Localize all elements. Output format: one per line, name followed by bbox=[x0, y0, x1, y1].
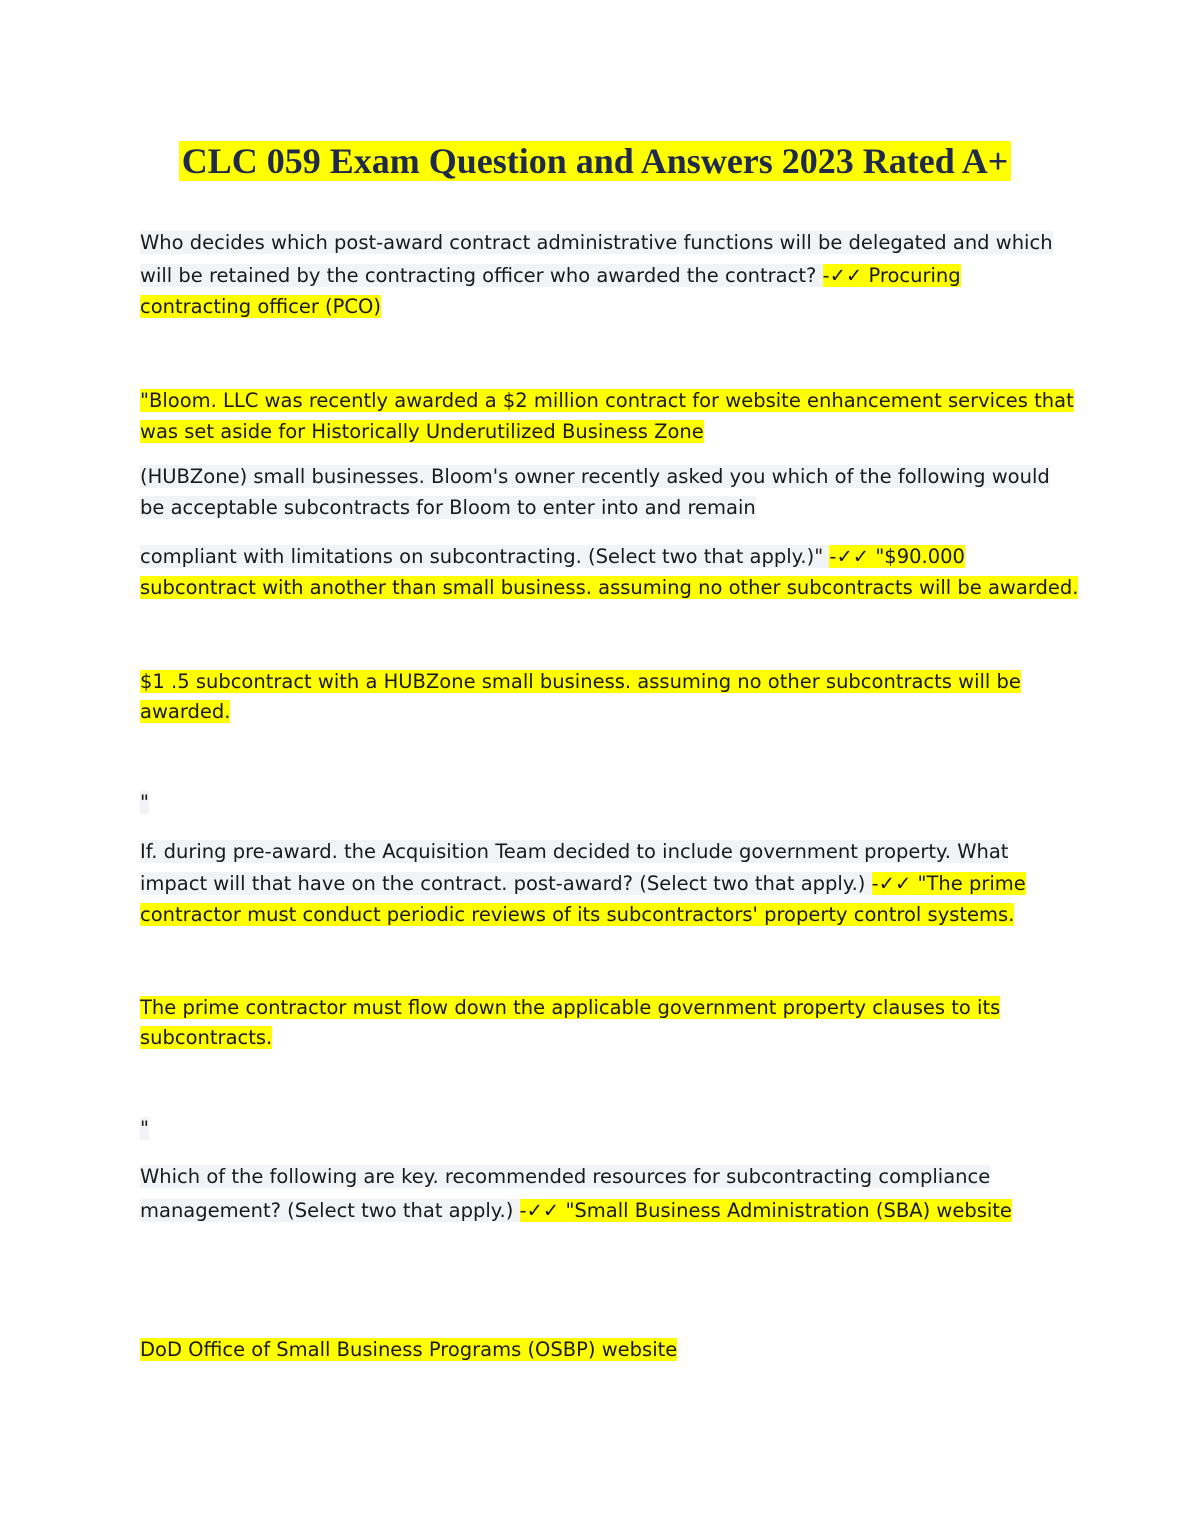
text-line bbox=[140, 993, 1000, 1023]
answer-text: contracting officer (PCO) bbox=[140, 295, 381, 318]
answer-text: -✓✓ "$90.000 bbox=[829, 545, 965, 568]
text-line bbox=[140, 261, 961, 291]
question-text: Which of the following are key. recommended resources for subcontracting compliance bbox=[140, 1165, 991, 1188]
answer-text: -✓✓ "The prime bbox=[871, 872, 1026, 895]
text-line bbox=[140, 1335, 677, 1365]
text-line bbox=[140, 667, 1021, 697]
answer-text: subcontract with another than small business. assuming no other subcontracts will be awarded. bbox=[140, 576, 1079, 599]
text-line bbox=[140, 228, 1053, 258]
answer-text: contractor must conduct periodic reviews of its subcontractors' property control systems. bbox=[140, 903, 1015, 926]
text-line bbox=[140, 837, 1008, 867]
question-text: If. during pre-award. the Acquisition Team decided to include government property. What bbox=[140, 840, 1009, 863]
text-line bbox=[140, 697, 230, 727]
question-text: " bbox=[140, 791, 149, 814]
answer-text: subcontracts. bbox=[140, 1026, 273, 1049]
text-line bbox=[140, 542, 965, 572]
answer-text: $1 .5 subcontract with a HUBZone small business. assuming no other subcontracts will be bbox=[140, 670, 1021, 693]
question-text: Who decides which post-award contract administrative functions will be delegated and which bbox=[140, 231, 1053, 254]
question-text: " bbox=[140, 1117, 149, 1140]
answer-text: The prime contractor must flow down the applicable government property clauses to its bbox=[140, 996, 1001, 1019]
text-line bbox=[140, 462, 1050, 492]
answer-text: DoD Office of Small Business Programs (OSBP) website bbox=[140, 1338, 678, 1361]
document-title: CLC 059 Exam Question and Answers 2023 Rated A+ bbox=[0, 138, 1190, 184]
answer-text: was set aside for Historically Underutilized Business Zone bbox=[140, 420, 704, 443]
question-text: be acceptable subcontracts for Bloom to enter into and remain bbox=[140, 496, 756, 519]
question-text: will be retained by the contracting officer who awarded the contract? bbox=[140, 264, 823, 287]
answer-text: "Bloom. LLC was recently awarded a $2 million contract for website enhancement services that bbox=[140, 389, 1074, 412]
text-line bbox=[140, 900, 1014, 930]
question-text: (HUBZone) small businesses. Bloom's owner recently asked you which of the following would bbox=[140, 465, 1050, 488]
answer-text: awarded. bbox=[140, 700, 231, 723]
text-line bbox=[140, 788, 149, 818]
text-line bbox=[140, 493, 756, 523]
text-line bbox=[140, 386, 1074, 416]
text-line bbox=[140, 1196, 1012, 1226]
answer-text: -✓✓ "Small Business Administration (SBA) website bbox=[519, 1199, 1012, 1222]
question-text: compliant with limitations on subcontracting. (Select two that apply.)" bbox=[140, 545, 830, 568]
text-line bbox=[140, 292, 381, 322]
question-text: management? (Select two that apply.) bbox=[140, 1199, 520, 1222]
text-line bbox=[140, 1162, 990, 1192]
text-line bbox=[140, 1114, 149, 1144]
answer-text: -✓✓ Procuring bbox=[822, 264, 961, 287]
text-line bbox=[140, 869, 1026, 899]
text-line bbox=[140, 573, 1078, 603]
question-text: impact will that have on the contract. post-award? (Select two that apply.) bbox=[140, 872, 872, 895]
text-line bbox=[140, 417, 704, 447]
text-line bbox=[140, 1023, 272, 1053]
